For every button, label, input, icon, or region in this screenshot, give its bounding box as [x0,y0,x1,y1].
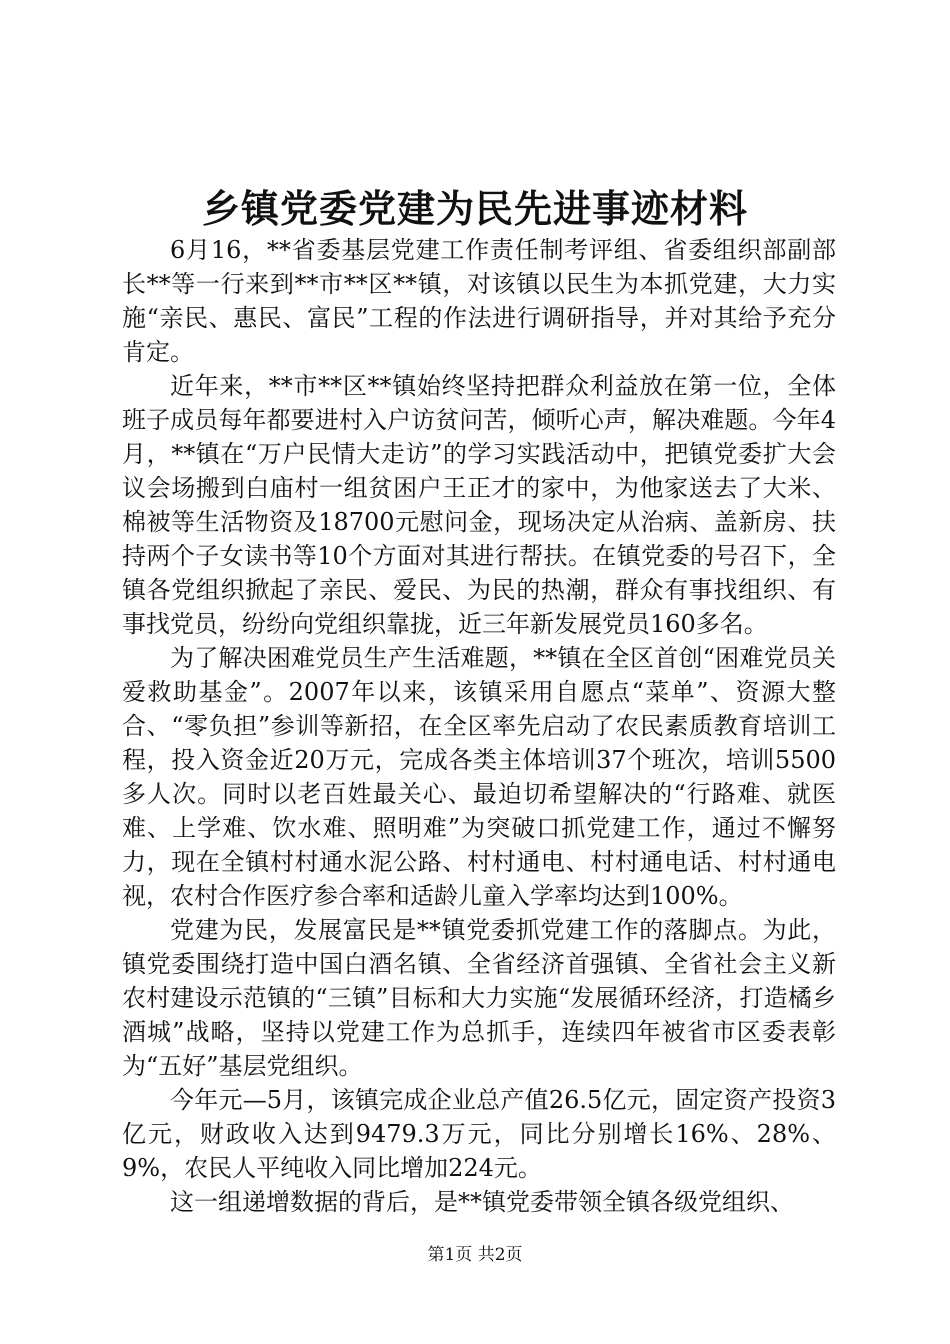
paragraph: 为了解决困难党员生产生活难题，**镇在全区首创“困难党员关爱救助基金”。2007年以来，该镇采用自愿点“菜单”、资源大整合、“零负担”参训等新招，在全区率先启动了农民素质教育培训工程，投入资金近20万元，完成各类主体培训37个班次，培训5500多人次。同时以老百姓最关心、最迫切希望解决的“行路难、就医难、上学难、饮水难、照明难”为突破口抓党建工作，通过不懈努力，现在全镇村村通水泥公路、村村通电、村村通电话、村村通电视，农村合作医疗参合率和适龄儿童入学率均达到100%。 [122,644,836,910]
paragraph: 这一组递增数据的背后，是**镇党委带领全镇各级党组织、 [170,1188,794,1216]
paragraph: 6月16，**省委基层党建工作责任制考评组、省委组织部副部长**等一行来到**市**区**镇，对该镇以民生为本抓党建，大力实施“亲民、惠民、富民”工程的作法进行调研指导，并对其给予充分肯定。 [122,236,836,366]
paragraph: 今年元—5月，该镇完成企业总产值26.5亿元，固定资产投资3亿元，财政收入达到9479.3万元，同比分别增长16%、28%、9%，农民人平纯收入同比增加224元。 [122,1086,836,1182]
document-body [122,233,836,1219]
document-title: 乡镇党委党建为民先进事迹材料 [201,186,748,231]
paragraph: 近年来，**市**区**镇始终坚持把群众利益放在第一位，全体班子成员每年都要进村入户访贫问苦，倾听心声，解决难题。今年4月，**镇在“万户民情大走访”的学习实践活动中，把镇党委扩大会议会场搬到白庙村一组贫困户王正才的家中，为他家送去了大米、棉被等生活物资及18700元慰问金，现场决定从治病、盖新房、扶持两个子女读书等10个方面对其进行帮扶。在镇党委的号召下，全镇各党组织掀起了亲民、爱民、为民的热潮，群众有事找组织、有事找党员，纷纷向党组织靠拢，近三年新发展党员160多名。 [122,372,836,638]
paragraph: 党建为民，发展富民是**镇党委抓党建工作的落脚点。为此，镇党委围绕打造中国白酒名镇、全省经济首强镇、全省社会主义新农村建设示范镇的“三镇”目标和大力实施“发展循环经济，打造橘乡酒城”战略，坚持以党建工作为总抓手，连续四年被省市区委表彰为“五好”基层党组织。 [122,916,836,1080]
page-footer: 第1页 共2页 [427,1245,523,1265]
